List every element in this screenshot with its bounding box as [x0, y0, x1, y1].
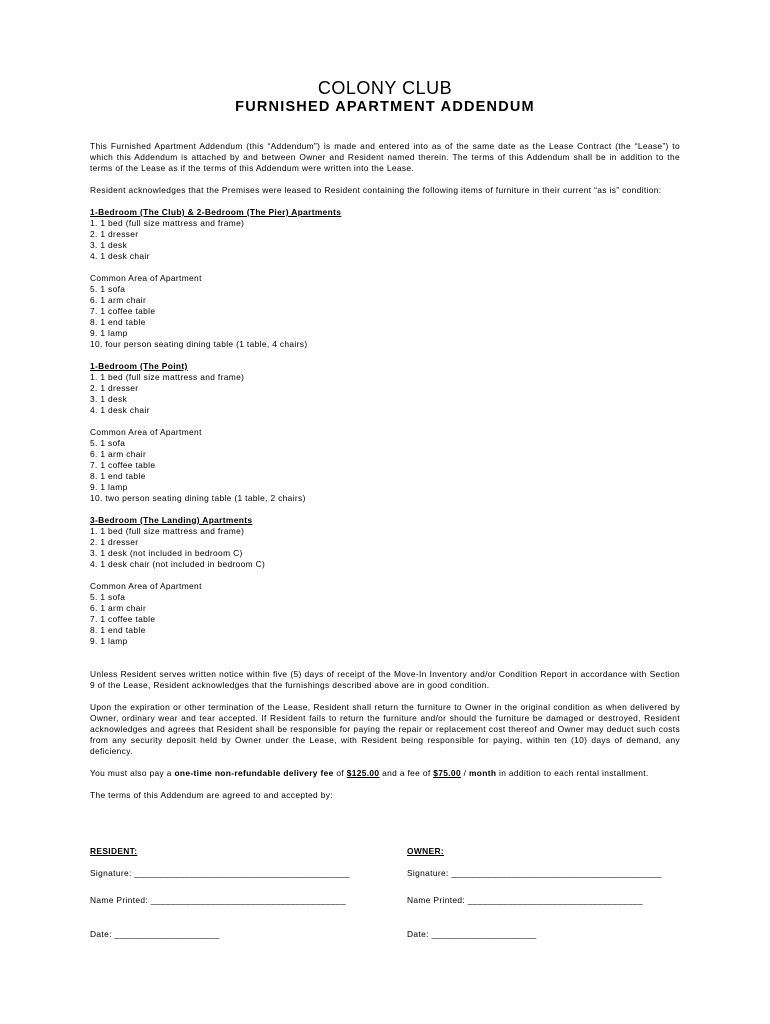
document-body: [90, 141, 680, 801]
furniture-section-point: [90, 361, 680, 504]
expiration-paragraph: Upon the expiration or other termination of the Lease, Resident shall return the furniture to Owner in the original condition as when delivered by Owner, ordinary wear and tear accepted. If Resident fails to return the furniture and/or should the furniture be damaged or destroyed, Resident acknowledges and agrees that Resident shall be responsible for paying the repair or replacement cost thereof and Owner may deduct such costs from any security deposit held by Owner under the Lease, with Resident being responsible for paying, within ten (10) days of demand, any deficiency.: [90, 702, 680, 756]
list-item: 2. 1 dresser: [90, 537, 139, 547]
list-item: 9. 1 lamp: [90, 482, 128, 492]
section-heading: 3-Bedroom (The Landing) Apartments: [90, 515, 253, 525]
list-item: 7. 1 coffee table: [90, 460, 156, 470]
list-item: 8. 1 end table: [90, 317, 146, 327]
document-title: COLONY CLUB: [317, 78, 453, 98]
list-item: 3. 1 desk: [90, 394, 128, 404]
common-area-label: Common Area of Apartment: [90, 427, 202, 437]
owner-signature-line[interactable]: Signature: __________________________________________: [407, 868, 662, 878]
list-item: 10. two person seating dining table (1 table, 2 chairs): [90, 493, 306, 503]
list-item: 4. 1 desk chair: [90, 251, 150, 261]
month-label: month: [468, 768, 497, 778]
list-item: 4. 1 desk chair (not included in bedroom C): [90, 559, 266, 569]
list-item: 10. four person seating dining table (1 table, 4 chairs): [90, 339, 308, 349]
list-item: 7. 1 coffee table: [90, 614, 156, 624]
list-item: 9. 1 lamp: [90, 328, 128, 338]
list-item: 9. 1 lamp: [90, 636, 128, 646]
list-item: 5. 1 sofa: [90, 438, 126, 448]
list-item: 5. 1 sofa: [90, 592, 126, 602]
list-item: 2. 1 dresser: [90, 229, 139, 239]
owner-heading: OWNER:: [407, 846, 444, 856]
list-item: 5. 1 sofa: [90, 284, 126, 294]
list-item: 3. 1 desk (not included in bedroom C): [90, 548, 243, 558]
list-item: 2. 1 dresser: [90, 383, 139, 393]
list-item: 1. 1 bed (full size mattress and frame): [90, 372, 245, 382]
list-item: 3. 1 desk: [90, 240, 128, 250]
list-item: 6. 1 arm chair: [90, 603, 147, 613]
fee-paragraph: [90, 768, 680, 779]
fee-label: one-time non-refundable delivery fee: [174, 768, 334, 778]
list-item: 7. 1 coffee table: [90, 306, 156, 316]
resident-heading: RESIDENT:: [90, 846, 138, 856]
agreed-paragraph: The terms of this Addendum are agreed to and accepted by:: [90, 790, 333, 800]
list-item: 1. 1 bed (full size mattress and frame): [90, 218, 245, 228]
list-item: 1. 1 bed (full size mattress and frame): [90, 526, 245, 536]
fee-text: /: [460, 768, 469, 778]
section-heading: 1-Bedroom (The Point): [90, 361, 188, 371]
list-item: 6. 1 arm chair: [90, 449, 147, 459]
owner-name-line[interactable]: Name Printed: ___________________________________: [407, 895, 644, 905]
resident-date-line[interactable]: Date: _____________________: [90, 929, 220, 939]
list-item: 8. 1 end table: [90, 471, 146, 481]
list-item: 4. 1 desk chair: [90, 405, 150, 415]
common-area-label: Common Area of Apartment: [90, 581, 202, 591]
delivery-fee-amount: $125.00: [346, 768, 380, 778]
common-area-label: Common Area of Apartment: [90, 273, 202, 283]
furniture-section-club-pier: [90, 207, 680, 350]
intro-paragraph: This Furnished Apartment Addendum (this “Addendum”) is made and entered into as of the same date as the Lease Contract (the “Lease”) to which this Addendum is attached by and between Owner and Resident named therein. The terms of this Addendum shall be in addition to the terms of the Lease as if the terms of this Addendum were written into the Lease.: [90, 141, 680, 173]
resident-name-line[interactable]: Name Printed: _______________________________________: [90, 895, 347, 905]
fee-text: of: [333, 768, 347, 778]
document-subtitle: FURNISHED APARTMENT ADDENDUM: [235, 99, 535, 115]
list-item: 8. 1 end table: [90, 625, 146, 635]
fee-text: in addition to each rental installment.: [496, 768, 649, 778]
notice-paragraph: Unless Resident serves written notice within five (5) days of receipt of the Move-In Inventory and/or Condition Report in accordance with Section 9 of the Lease, Resident acknowledges that the furnishings described above are in good condition.: [90, 669, 680, 690]
owner-date-line[interactable]: Date: _____________________: [407, 929, 537, 939]
monthly-fee-amount: $75.00: [433, 768, 461, 778]
fee-text: You must also pay a: [90, 768, 175, 778]
acknowledge-paragraph: Resident acknowledges that the Premises were leased to Resident containing the following items of furniture in their current “as is” condition:: [90, 185, 662, 195]
resident-signature-line[interactable]: Signature: ___________________________________________: [90, 868, 350, 878]
fee-text: and a fee of: [379, 768, 434, 778]
list-item: 6. 1 arm chair: [90, 295, 147, 305]
section-heading: 1-Bedroom (The Club) & 2-Bedroom (The Pier) Apartments: [90, 207, 342, 217]
furniture-section-landing: [90, 515, 680, 647]
